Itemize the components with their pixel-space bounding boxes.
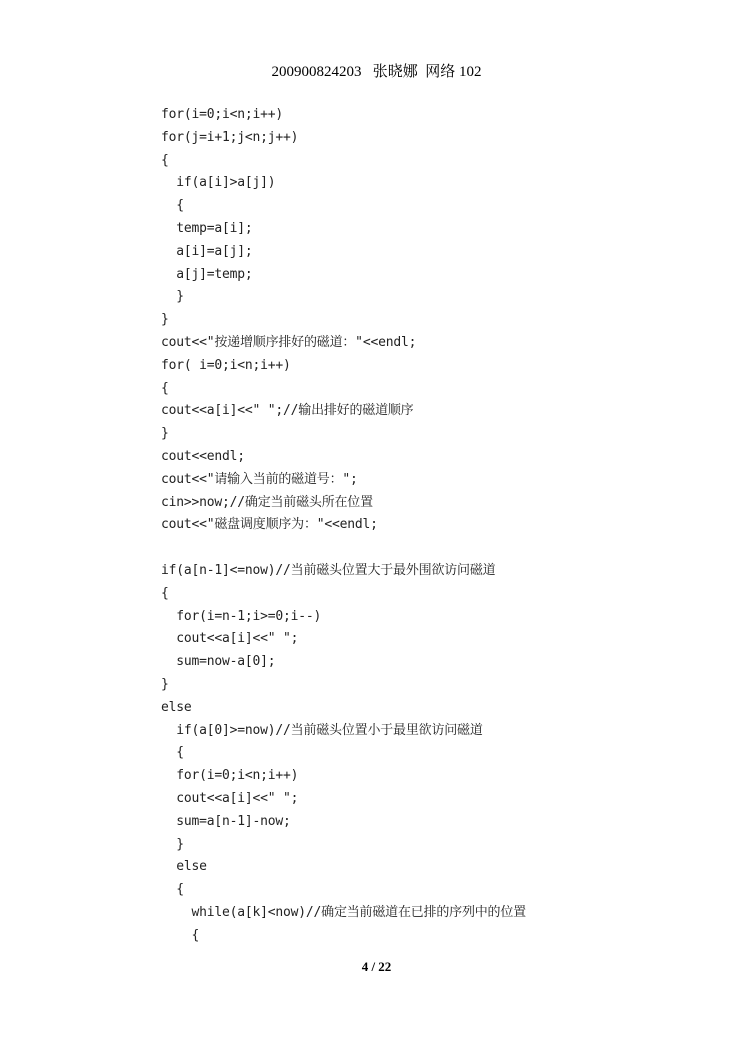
code-line: }: [161, 836, 184, 852]
code-line: {: [161, 380, 169, 396]
code-line: while(a[k]<now)//确定当前磁道在已排的序列中的位置: [161, 904, 526, 920]
code-line: cout<<"磁盘调度顺序为："<<endl;: [161, 517, 378, 533]
code-line: if(a[i]>a[j]): [161, 175, 276, 191]
code-line: {: [161, 198, 184, 214]
code-line: else: [161, 859, 207, 875]
code-line: {: [161, 882, 184, 898]
code-line: cout<<"请输入当前的磁道号：";: [161, 471, 358, 487]
code-line: for( i=0;i<n;i++): [161, 357, 291, 373]
code-line: }: [161, 312, 169, 328]
code-line: if(a[0]>=now)//当前磁头位置小于最里欲访问磁道: [161, 722, 483, 738]
code-line: }: [161, 676, 169, 692]
code-line: {: [161, 585, 169, 601]
code-line: }: [161, 426, 169, 442]
code-line: else: [161, 699, 192, 715]
code-line: temp=a[i];: [161, 220, 253, 236]
code-line: {: [161, 152, 169, 168]
code-line: cin>>now;//确定当前磁头所在位置: [161, 494, 373, 510]
code-line: [161, 537, 721, 560]
code-line: cout<<a[i]<<" ";: [161, 631, 299, 647]
code-line: cout<<"按递增顺序排好的磁道："<<endl;: [161, 334, 417, 350]
page-header: 200900824203 张晓娜 网络 102: [271, 64, 482, 80]
code-line: if(a[n-1]<=now)//当前磁头位置大于最外围欲访问磁道: [161, 562, 496, 578]
code-line: for(i=n-1;i>=0;i--): [161, 608, 322, 624]
code-line: for(i=0;i<n;i++): [161, 768, 299, 784]
code-line: a[i]=a[j];: [161, 243, 253, 259]
page-number: 4 / 22: [361, 959, 392, 974]
code-line: for(j=i+1;j<n;j++): [161, 129, 299, 145]
code-block: [161, 104, 721, 947]
code-line: {: [161, 927, 200, 943]
code-line: sum=a[n-1]-now;: [161, 813, 291, 829]
code-line: {: [161, 745, 184, 761]
code-line: cout<<endl;: [161, 448, 245, 464]
code-line: sum=now-a[0];: [161, 654, 276, 670]
code-line: a[j]=temp;: [161, 266, 253, 282]
code-line: cout<<a[i]<<" ";//输出排好的磁道顺序: [161, 403, 414, 419]
code-line: cout<<a[i]<<" ";: [161, 790, 299, 806]
code-line: for(i=0;i<n;i++): [161, 107, 284, 122]
code-line: }: [161, 289, 184, 305]
